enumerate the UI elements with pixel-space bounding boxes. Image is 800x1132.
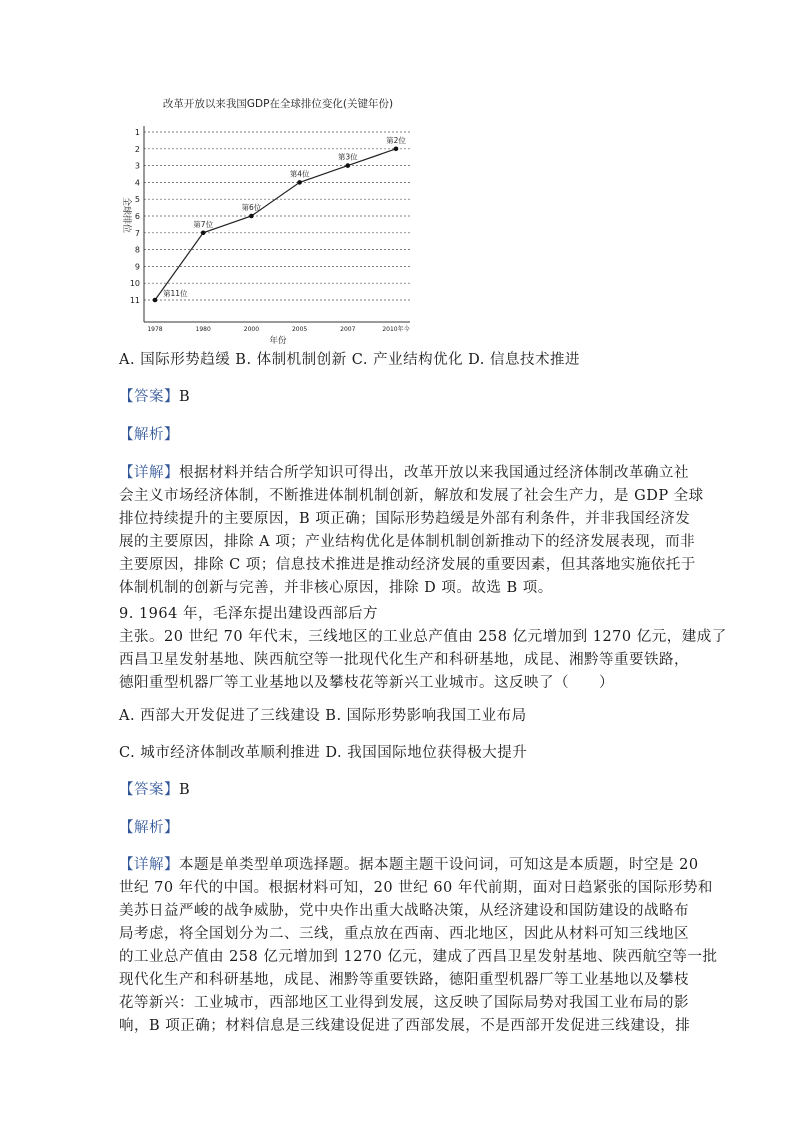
series-line [155,149,396,300]
data-label: 第3位 [337,152,358,162]
q9-option-cd: C. 城市经济体制改革顺利推进 D. 我国国际地位获得极大提升 [119,745,528,761]
chart-title: 改革开放以来我国GDP在全球排位变化(关键年份) [162,98,394,110]
y-tick-label: 2 [134,144,140,154]
data-label: 第4位 [289,169,310,179]
y-tick-label: 8 [134,245,140,255]
q8-options: A. 国际形势趋缓 B. 体制机制创新 C. 产业结构优化 D. 信息技术推进 [119,352,581,368]
y-tick-label: 4 [134,178,140,188]
y-tick-label: 1 [134,128,140,137]
y-tick-label: 11 [129,296,140,305]
q9-detail-line: 【详解】本题是单类型单项选择题。据本题主题干设问词，可知这是本质题，时空是 20 [119,857,699,873]
y-tick-label: 7 [134,228,140,238]
x-tick-label: 2010年今 [382,326,410,333]
q8-detail-line: 【详解】根据材料并结合所学知识可得出，改革开放以来我国通过经济体制改革确立社 [119,465,689,481]
q8-answer: B [179,389,191,405]
y-tick-label: 3 [134,161,140,171]
q8-detail [119,462,704,600]
data-label: 第7位 [193,219,214,229]
data-point [297,180,302,185]
x-axis-label: 年份 [269,336,287,346]
data-point [249,214,254,219]
q9-detail-line: 世纪 70 年代的中国。根据材料可知，20 世纪 60 年代前期，面对日趋紧张的国际形势和 [119,880,713,896]
y-tick-label: 10 [129,279,140,289]
q9-answer-tag: 【答案】 [119,782,179,798]
data-label: 第2位 [386,135,406,145]
q8-analysis-tag: 【解析】 [119,427,179,443]
q8-detail-line: 主要原因，排除 C 项；信息技术推进是推动经济发展的重要因素，但其落地实施依托于 [119,557,696,573]
q9-detail-line: 花等新兴：工业城市，西部地区工业得到发展，这反映了国际局势对我国工业布局的影 [119,995,689,1011]
q9-stem-line: 主张。20 世纪 70 年代末，三线地区的工业总产值由 258 亿元增加到 1270 亿元，建成了 [119,629,727,645]
data-point [153,298,158,303]
q9-analysis-tag: 【解析】 [119,820,179,836]
q9-detail-line: 的工业总产值由 258 亿元增加到 1270 亿元，建成了西昌卫星发射基地、陕西航空等一批 [119,949,718,965]
q8-answer-tag: 【答案】 [119,389,179,405]
data-label: 第6位 [241,203,262,212]
data-point [346,163,351,168]
q8-answer-line [119,386,689,409]
x-tick-label: 2000 [243,326,260,333]
gdp-rank-chart [121,90,418,346]
q8-detail-line: 排位持续提升的主要原因，B 项正确；国际形势趋缓是外部有利条件，并非我国经济发 [119,511,691,527]
q9-answer-line [119,779,689,802]
q9-option-ab: A. 西部大开发促进了三线建设 B. 国际形势影响我国工业布局 [119,708,527,724]
q8-detail-line: 会主义市场经济体制，不断推进体制机制创新，解放和发展了社会生产力，是 GDP 全球 [119,488,704,504]
x-tick-label: 2005 [291,326,308,333]
q9-stem-line: 德阳重型机器厂等工业基地以及攀枝花等新兴工业城市。这反映了（ ） [119,675,614,691]
q8-detail-line: 体制机制的创新与完善，并非核心原因，排除 D 项。故选 B 项。 [119,580,553,596]
q8-detail-tag: 【详解】 [119,465,179,481]
x-tick-label: 1978 [147,326,163,333]
q9-detail-line: 响，B 项正确；材料信息是三线建设促进了西部发展，不是西部开发促进三线建设，排 [119,1018,691,1034]
q9-detail-line: 现代化生产和科研基地，成昆、湘黔等重要铁路，德阳重型机器厂等工业基地以及攀枝 [119,972,689,988]
q9-detail-line: 局考虑，将全国划分为二、三线，重点放在西南、西北地区，因此从材料可知三线地区 [119,926,689,942]
q9-answer: B [179,782,191,798]
y-tick-label: 5 [134,195,140,205]
x-tick-label: 2007 [340,326,356,333]
data-point [201,231,206,236]
q9-detail-tag: 【详解】 [119,857,179,873]
chart-svg [121,90,418,346]
q9-detail [119,854,718,1038]
data-label: 第11位 [163,289,188,298]
q8-detail-line: 展的主要原因，排除 A 项；产业结构优化是体制机制创新推动下的经济发展表现，而非 [119,534,696,550]
q9-stem-line: 9. 1964 年，毛泽东提出建设西部后方 [119,606,378,622]
x-tick-label: 1980 [195,326,211,333]
q9-stem [119,603,727,695]
y-tick-label: 9 [134,262,140,272]
data-point [394,147,399,152]
q9-stem-line: 西昌卫星发射基地、陕西航空等一批现代化生产和科研基地，成昆、湘黔等重要铁路， [119,652,689,668]
y-tick-label: 6 [134,212,140,221]
y-axis-label: 全球排位 [121,196,131,234]
q9-detail-line: 美苏日益严峻的战争威胁，党中央作出重大战略决策，从经济建设和国防建设的战略布 [119,903,689,919]
